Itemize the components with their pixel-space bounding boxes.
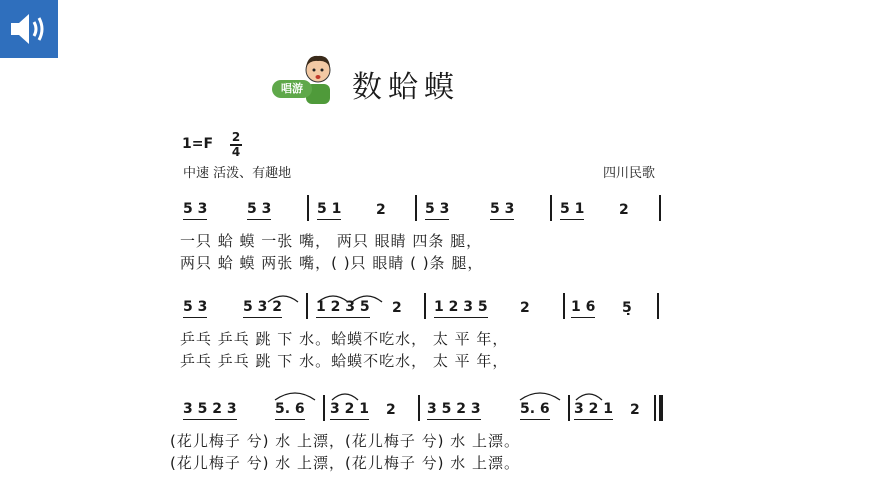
bar-line (415, 195, 417, 221)
note-group: 5̣ (622, 300, 632, 316)
note-group: 5. 6 (520, 402, 550, 420)
note-group: 2 (520, 300, 530, 316)
final-bar-thick (659, 395, 663, 421)
bar-line (307, 195, 309, 221)
section-tag: 唱游 (272, 80, 312, 98)
note-group: 3 5 2 3 (183, 402, 237, 420)
note-group: 2 (630, 402, 640, 418)
note-group: 3 2 1 (330, 402, 369, 420)
bar-line (418, 395, 420, 421)
note-group: 5. 6 (275, 402, 305, 420)
note-group: 5 3 (183, 300, 207, 318)
lyric-line: 一只 蛤 蟆 一张 嘴， 两只 眼睛 四条 腿， (180, 232, 483, 250)
note-group: 2 (392, 300, 402, 316)
note-group: 5 1 (560, 202, 584, 220)
note-group: 3 2 1 (574, 402, 613, 420)
lyric-line: 乒乓 乒乓 跳 下 水。蛤蟆不吃水， 太 平 年， (180, 352, 509, 370)
note-group: 5 3 2 (243, 300, 282, 318)
bar-line (659, 195, 661, 221)
bar-line (550, 195, 552, 221)
lyric-line: (花儿梅子 兮) 水 上漂，(花儿梅子 兮) 水 上漂。 (170, 432, 521, 450)
bar-line (568, 395, 570, 421)
bar-line (323, 395, 325, 421)
note-group: 1 2 3 5 (434, 300, 488, 318)
note-group: 5 3 (247, 202, 271, 220)
page-title: 数蛤蟆 (352, 70, 460, 105)
note-group: 5 3 (425, 202, 449, 220)
lyric-line: (花儿梅子 兮) 水 上漂，(花儿梅子 兮) 水 上漂。 (170, 454, 521, 472)
lyric-line: 两只 蛤 蟆 两张 嘴，( )只 眼睛 ( )条 腿， (180, 254, 484, 272)
note-group: 5 3 (183, 202, 207, 220)
note-group: 2 (386, 402, 396, 418)
time-bottom: 4 (231, 144, 241, 159)
key-signature: 1=F (182, 136, 214, 152)
tempo-marking: 中速 活泼、有趣地 (183, 166, 292, 181)
note-group: 1 6 (571, 300, 595, 318)
bar-line (424, 293, 426, 319)
note-group: 5 1 (317, 202, 341, 220)
note-group: 2 (376, 202, 386, 218)
note-group: 2 (619, 202, 629, 218)
note-group: 5 3 (490, 202, 514, 220)
lyric-line: 乒乓 乒乓 跳 下 水。蛤蟆不吃水， 太 平 年， (180, 330, 509, 348)
final-bar-thin (654, 395, 656, 421)
time-top: 2 (231, 130, 241, 144)
bar-line (657, 293, 659, 319)
bar-line (306, 293, 308, 319)
song-origin: 四川民歌 (603, 166, 656, 181)
note-group: 1 2 3 5 (316, 300, 370, 318)
note-group: 3 5 2 3 (427, 402, 481, 420)
bar-line (563, 293, 565, 319)
